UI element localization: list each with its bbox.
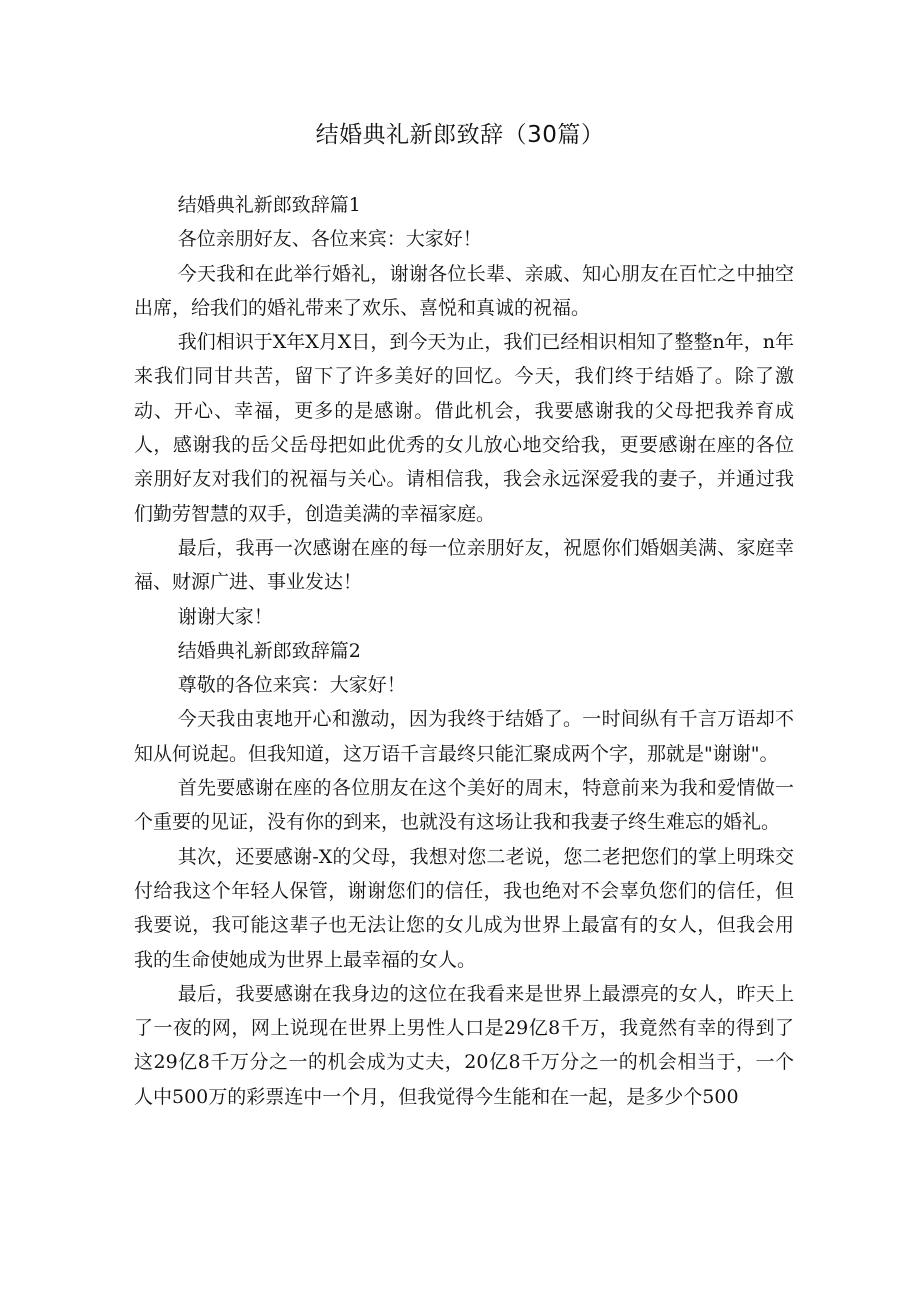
paragraph: 今天我和在此举行婚礼，谢谢各位长辈、亲戚、知心朋友在百忙之中抽空出席，给我们的婚礼带来了欢乐、喜悦和真诚的祝福。: [134, 262, 794, 319]
paragraph: 最后，我要感谢在我身边的这位在我看来是世界上最漂亮的女人，昨天上了一夜的网，网上说现在世界上男性人口是29亿8千万，我竟然有幸的得到了这29亿8千万分之一的机会成为丈夫，20亿8千万分之一的机会相当于，一个人中500万的彩票连中一个月，但我觉得今生能和在一起，是多少个500: [134, 982, 794, 1108]
document-title: 结婚典礼新郎致辞（30篇）: [315, 122, 605, 148]
document-body: [134, 188, 794, 1114]
section-heading-2: 结婚典礼新郎致辞篇2: [177, 639, 361, 662]
salutation-2: 尊敬的各位来宾：大家好！: [177, 674, 406, 697]
salutation-1: 各位亲朋好友、各位来宾：大家好！: [177, 228, 482, 251]
paragraph: 首先要感谢在座的各位朋友在这个美好的周末，特意前来为我和爱情做一个重要的见证，没有你的到来，也就没有这场让我和我妻子终生难忘的婚礼。: [134, 777, 794, 834]
section-heading-1: 结婚典礼新郎致辞篇1: [177, 194, 361, 216]
paragraph: 我们相识于X年X月X日，到今天为止，我们已经相识相知了整整n年，n年来我们同甘共苦，留下了许多美好的回忆。今天，我们终于结婚了。除了激动、开心、幸福，更多的是感谢。借此机会，我要感谢我的父母把我养育成人，感谢我的岳父岳母把如此优秀的女儿放心地交给我，更要感谢在座的各位亲朋好友对我们的祝福与关心。请相信我，我会永远深爱我的妻子，并通过我们勤劳智慧的双手，创造美满的幸福家庭。: [134, 331, 794, 525]
closing-thanks: 谢谢大家！: [177, 605, 273, 628]
paragraph: 其次，还要感谢-X的父母，我想对您二老说，您二老把您们的掌上明珠交付给我这个年轻人保管，谢谢您们的信任，我也绝对不会辜负您们的信任，但我要说，我可能这辈子也无法让您的女儿成为世界上最富有的女人，但我会用我的生命使她成为世界上最幸福的女人。: [134, 845, 794, 971]
paragraph: 最后，我再一次感谢在座的每一位亲朋好友，祝愿你们婚姻美满、家庭幸福、财源广进、事业发达！: [134, 536, 794, 594]
paragraph: 今天我由衷地开心和激动，因为我终于结婚了。一时间纵有千言万语却不知从何说起。但我知道，这万语千言最终只能汇聚成两个字，那就是"谢谢"。: [134, 708, 794, 765]
